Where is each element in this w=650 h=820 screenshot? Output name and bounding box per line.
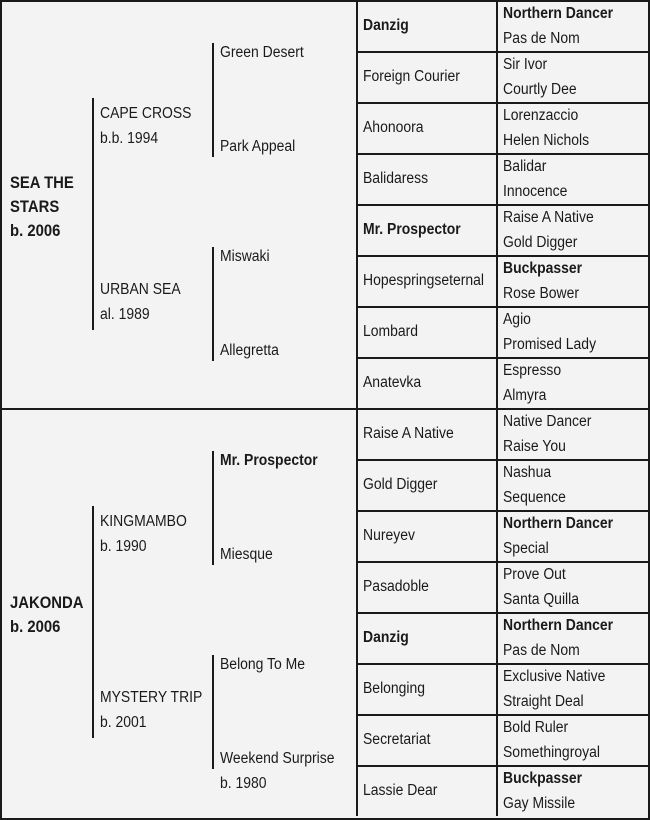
g4-cell-border [496, 663, 648, 665]
gg-cell-border [356, 255, 496, 257]
dam-name: MYSTERY TRIP [100, 688, 203, 706]
bracket-line [212, 655, 214, 769]
gen4-name: Rose Bower [503, 285, 579, 303]
gen4-name: Buckpasser [503, 259, 583, 277]
sire-detail: b. 1990 [100, 538, 147, 556]
gen4-name: Special [503, 540, 549, 558]
dam-detail: al. 1989 [100, 305, 150, 323]
great-grandparent-name: Raise A Native [363, 424, 454, 442]
great-grandparent-name: Nureyev [363, 526, 415, 544]
gen4-name: Innocence [503, 183, 568, 201]
gen4-name: Gay Missile [503, 795, 576, 813]
gg-cell-border [356, 765, 496, 767]
dam-detail: b. 2001 [100, 713, 147, 731]
g4-cell-border [496, 714, 648, 716]
gen4-name: Almyra [503, 387, 547, 405]
great-grandparent-name: Hopespringseternal [363, 271, 484, 289]
gen4-name: Nashua [503, 463, 552, 481]
great-grandparent-name: Ahonoora [363, 118, 424, 136]
gen4-name: Raise A Native [503, 208, 594, 226]
gg-cell-border [356, 663, 496, 665]
g4-cell-border [496, 306, 648, 308]
gen4-name: Straight Deal [503, 693, 584, 711]
gen4-name: Exclusive Native [503, 667, 606, 685]
gen4-name: Pas de Nom [503, 30, 580, 48]
grandparent-name: Belong To Me [220, 656, 306, 674]
gg-cell-border [356, 714, 496, 716]
gen4-name: Northern Dancer [503, 4, 614, 22]
gen4-name: Buckpasser [503, 769, 583, 787]
gen4-name: Northern Dancer [503, 616, 614, 634]
great-grandparent-name: Mr. Prospector [363, 220, 461, 238]
great-grandparent-name: Pasadoble [363, 577, 429, 595]
gen4-name: Courtly Dee [503, 81, 577, 99]
subject-birth: b. 2006 [10, 222, 61, 240]
horse-name-subject: STARS [10, 198, 60, 216]
gen4-name: Balidar [503, 157, 547, 175]
bracket-line [92, 98, 94, 329]
gen4-name: Agio [503, 310, 531, 328]
gg-cell-border [356, 204, 496, 206]
g4-cell-border [496, 612, 648, 614]
great-grandparent-name: Danzig [363, 628, 409, 646]
grandparent-name: Park Appeal [220, 137, 296, 155]
gg-cell-border [356, 357, 496, 359]
great-grandparent-name: Foreign Courier [363, 67, 460, 85]
gg-cell-border [356, 510, 496, 512]
great-grandparent-name: Danzig [363, 16, 409, 34]
bracket-line [92, 506, 94, 737]
section-divider [0, 408, 650, 410]
gg-cell-border [356, 612, 496, 614]
gen4-name: Helen Nichols [503, 132, 590, 150]
great-grandparent-name: Balidaress [363, 169, 429, 187]
grandparent-name: Weekend Surprise [220, 749, 335, 767]
grandparent-name: Miswaki [220, 248, 270, 266]
gg-cell-border [356, 51, 496, 53]
g4-cell-border [496, 102, 648, 104]
g4-cell-border [496, 153, 648, 155]
bracket-line [212, 247, 214, 361]
horse-name-subject: JAKONDA [10, 594, 84, 612]
g4-cell-border [496, 510, 648, 512]
gg-cell-border [356, 153, 496, 155]
gen4-name: Promised Lady [503, 336, 597, 354]
g4-cell-border [496, 765, 648, 767]
gg-cell-border [356, 306, 496, 308]
great-grandparent-name: Belonging [363, 679, 426, 697]
g4-cell-border [496, 204, 648, 206]
gen4-name: Northern Dancer [503, 514, 614, 532]
gg-cell-border [356, 102, 496, 104]
g4-cell-border [496, 357, 648, 359]
sire-detail: b.b. 1994 [100, 130, 159, 148]
gen4-name: Pas de Nom [503, 642, 580, 660]
gen4-name: Lorenzaccio [503, 106, 579, 124]
gg-cell-border [356, 459, 496, 461]
grandparent-name: Mr. Prospector [220, 452, 318, 470]
gen4-name: Sequence [503, 489, 566, 507]
gen4-name: Native Dancer [503, 412, 592, 430]
frame-left [0, 0, 2, 820]
gen4-name: Gold Digger [503, 234, 578, 252]
grandparent-name: Allegretta [220, 341, 279, 359]
frame-top [0, 0, 650, 2]
great-grandparent-name: Lassie Dear [363, 781, 438, 799]
gen4-name: Raise You [503, 438, 566, 456]
g4-cell-border [496, 51, 648, 53]
gen4-name: Prove Out [503, 565, 566, 583]
subject-birth: b. 2006 [10, 618, 61, 636]
gen4-name: Somethingroyal [503, 744, 600, 762]
great-grandparent-name: Anatevka [363, 373, 422, 391]
grandparent-name: Miesque [220, 545, 273, 563]
horse-name-subject: SEA THE [10, 174, 74, 192]
gen4-name: Sir Ivor [503, 55, 548, 73]
g4-cell-border [496, 459, 648, 461]
dam-name: URBAN SEA [100, 280, 181, 298]
great-grandparent-name: Lombard [363, 322, 419, 340]
great-grandparent-name: Gold Digger [363, 475, 438, 493]
gen4-name: Bold Ruler [503, 718, 569, 736]
sire-name: KINGMAMBO [100, 513, 187, 531]
g4-cell-border [496, 255, 648, 257]
great-grandparent-name: Secretariat [363, 730, 431, 748]
grandparent-name: Green Desert [220, 44, 304, 62]
bracket-line [212, 43, 214, 157]
bracket-line [212, 451, 214, 565]
grandparent-detail: b. 1980 [220, 774, 267, 792]
gg-cell-border [356, 561, 496, 563]
gen4-name: Santa Quilla [503, 591, 580, 609]
g4-cell-border [496, 561, 648, 563]
sire-name: CAPE CROSS [100, 105, 192, 123]
gen4-name: Espresso [503, 361, 562, 379]
